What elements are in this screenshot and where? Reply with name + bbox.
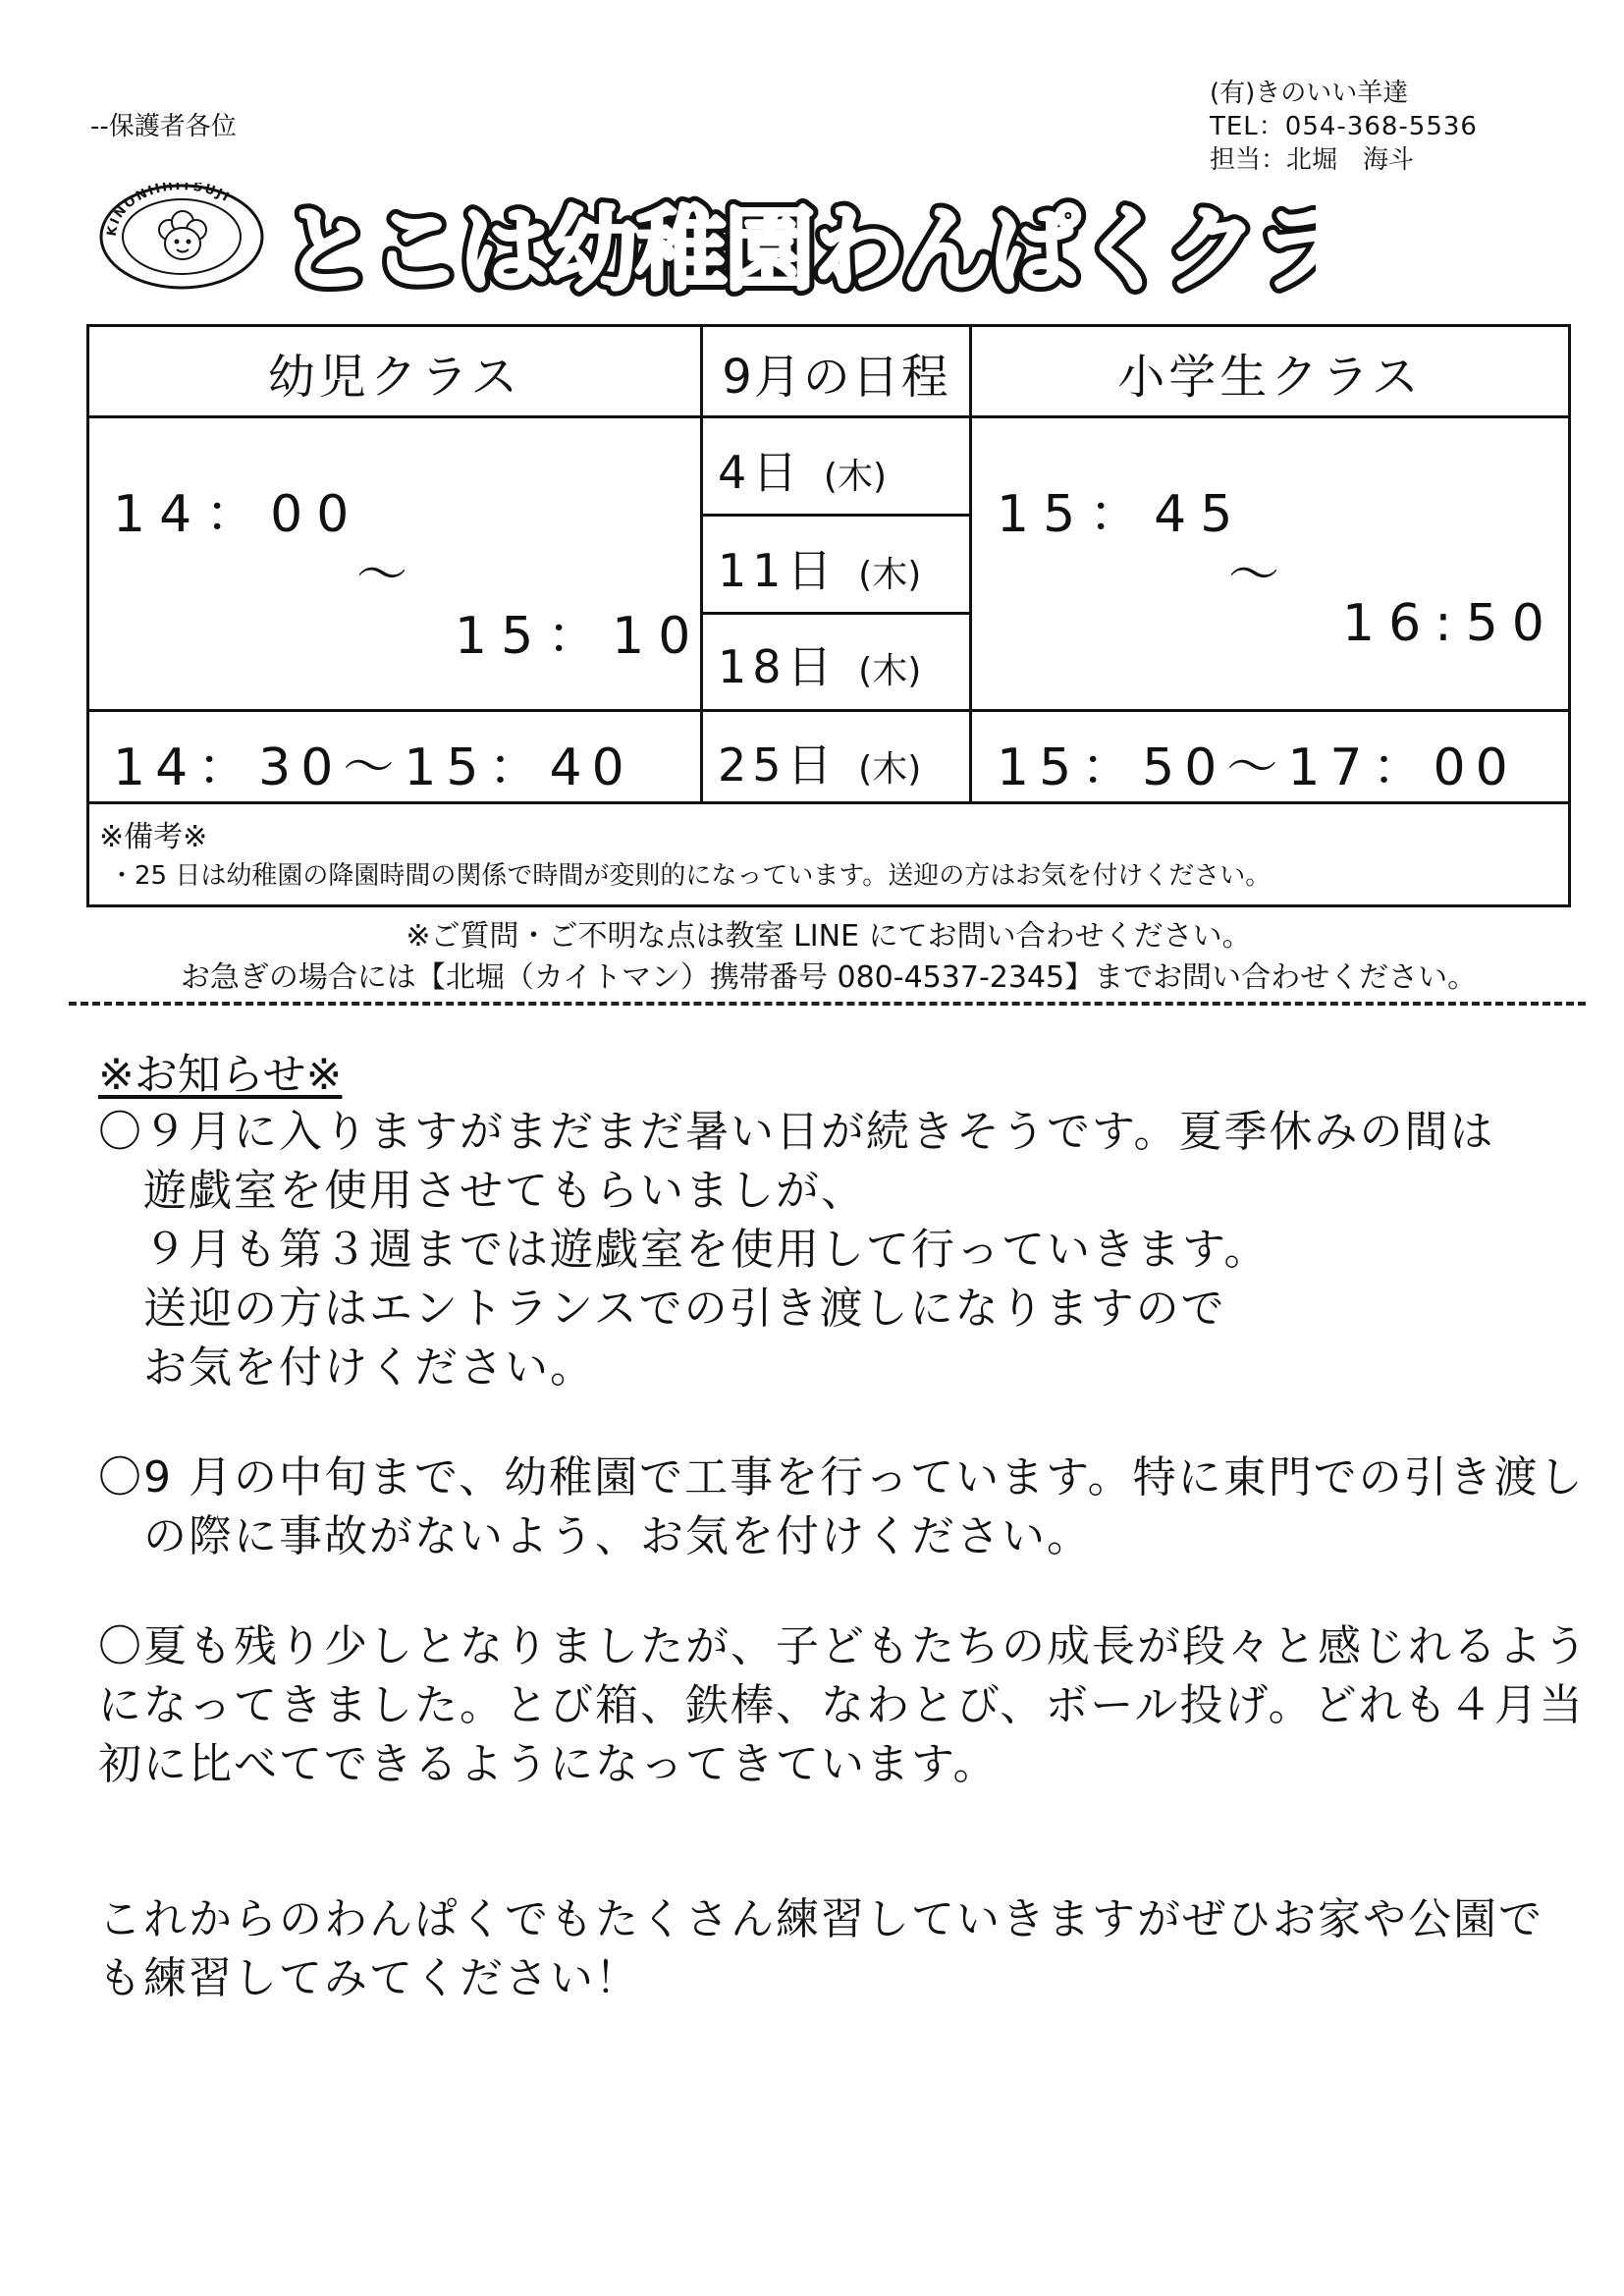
notice-line: 〇夏も残り少しとなりましたが、子どもたちの成長が段々と感じれるよう — [98, 1621, 1589, 1671]
notice-line: 送迎の方はエントランスでの引き渡しになりますので — [98, 1284, 1226, 1334]
notes-text: ・25 日は幼稚園の降園時間の関係で時間が変則的になっています。送迎の方はお気を付けください。 — [109, 861, 1272, 891]
header-kids-class: 幼児クラス — [267, 350, 522, 405]
kids-start-time: 14：00 — [113, 485, 363, 544]
title-fill: とこは幼稚園わんぱくクラ — [283, 197, 1316, 302]
date-weekday: (木) — [858, 555, 922, 595]
contact-line-line: ※ご質問・ご不明な点は教室 LINE にてお問い合わせください。 — [406, 919, 1252, 954]
page-title — [275, 192, 1316, 302]
date-weekday: (木) — [823, 457, 887, 497]
kids-end-time: 15：10 — [455, 607, 705, 666]
divider — [69, 1002, 1586, 1006]
phone-number: TEL：054-368-5536 — [1210, 112, 1478, 141]
kids-special-time: 14：30～15：40 — [113, 738, 634, 797]
date-row-4 — [718, 730, 921, 794]
date-day: 11日 — [718, 544, 839, 597]
date-weekday: (木) — [858, 749, 922, 790]
notice-line: の際に事故がないよう、お気を付けください。 — [98, 1511, 1092, 1561]
notice-line: 〇9 月の中旬まで、幼稚園で工事を行っています。特に東門での引き渡し — [98, 1452, 1585, 1503]
notice-line: ９月も第３週までは遊戯室を使用して行っていきます。 — [98, 1225, 1270, 1275]
company-name: (有)きのいい羊達 — [1210, 79, 1409, 108]
contact-line-urgent: お急ぎの場合には【北堀（カイトマン）携帯番号 080-4537-2345】までお問い合わせください。 — [180, 960, 1478, 995]
closing-line: も練習してみてください！ — [98, 1953, 640, 2003]
date-row-2 — [718, 535, 921, 600]
elem-special-time: 15：50～17：00 — [997, 738, 1518, 797]
date-weekday: (木) — [858, 651, 922, 691]
title-outline: とこは幼稚園わんぱくクラ — [283, 197, 1316, 302]
notice-line: 初に比べてできるようになってきています。 — [98, 1739, 999, 1789]
sheep-logo-icon — [98, 183, 265, 291]
date-day: 4日 — [718, 446, 804, 499]
kids-tilde: ～ — [356, 546, 422, 605]
elem-end-time: 16:50 — [1342, 594, 1558, 653]
date-row-1 — [718, 437, 887, 502]
elem-tilde: ～ — [1228, 546, 1294, 605]
notes-title: ※備考※ — [99, 820, 208, 854]
staff-name: 担当：北堀 海斗 — [1210, 145, 1415, 175]
elem-start-time: 15：45 — [997, 485, 1247, 544]
notice-line: 遊戯室を使用させてもらいましが、 — [98, 1166, 866, 1216]
date-day: 18日 — [718, 640, 839, 693]
closing-line: これからのわんぱくでもたくさん練習していきますがぜひお家や公園で — [98, 1894, 1543, 1944]
recipient-line: --保護者各位 — [90, 112, 237, 141]
logo-ring-text: KINONIIHITSUJI — [104, 183, 234, 238]
schedule-table — [86, 324, 1571, 907]
notice-heading: ※お知らせ※ — [98, 1050, 343, 1100]
notice-line: 〇９月に入りますがまだまだ暑い日が続きそうです。夏季休みの間は — [98, 1107, 1495, 1157]
date-day: 25日 — [718, 738, 839, 792]
notice-line: お気を付けください。 — [98, 1342, 595, 1393]
header-elementary-class: 小学生クラス — [1117, 350, 1423, 405]
notice-line: になってきました。とび箱、鉄棒、なわとび、ボール投げ。どれも４月当 — [98, 1680, 1585, 1730]
date-row-3 — [718, 631, 921, 696]
header-september-dates: 9月の日程 — [722, 350, 950, 405]
